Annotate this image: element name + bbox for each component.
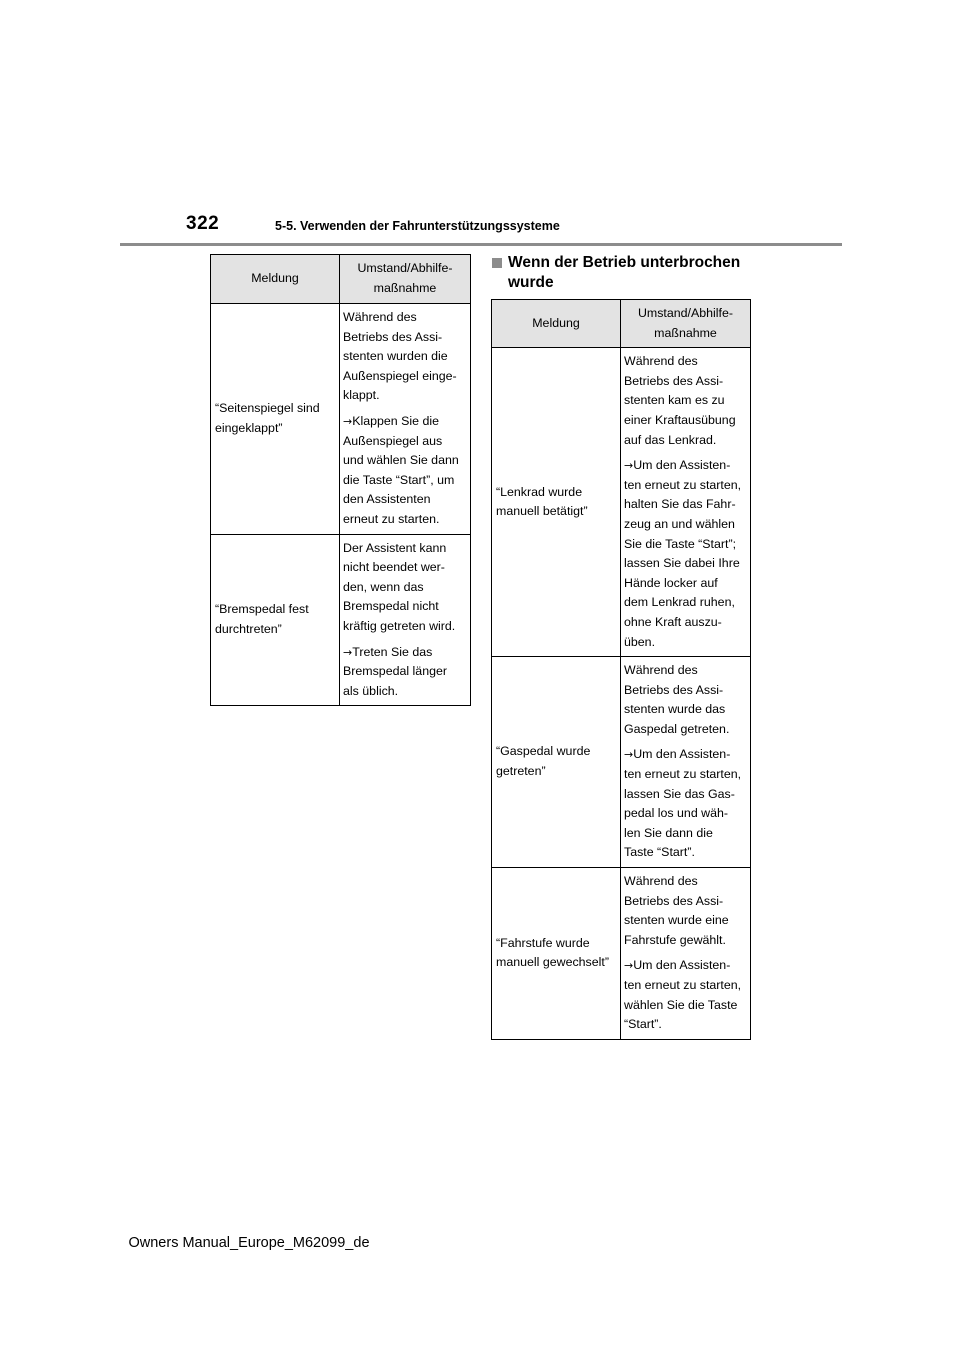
square-bullet-icon: [492, 258, 502, 268]
action-text: →Um den Assisten- ten erneut zu starten, halten Sie das Fahr- zeug an und wählen Sie die Taste “Start”; lassen Sie dabei Ihre Hände locker auf dem Lenkrad ruhen, ohne Kraft auszu- üben.: [624, 458, 742, 649]
message-cell: [211, 304, 340, 535]
message-cell: [492, 657, 621, 868]
table-header-row: [211, 255, 471, 304]
section-heading-text: Wenn der Betrieb unterbrochen wurde: [508, 254, 741, 291]
action-text: →Treten Sie das Bremspedal länger als üblich.: [343, 644, 448, 698]
table-row: [211, 304, 471, 535]
circumstance-cell: [621, 868, 751, 1040]
col-header-meldung: Meldung: [492, 300, 621, 348]
arrow-icon: →: [624, 959, 634, 973]
col-header-meldung: Meldung: [211, 255, 340, 304]
circumstance-text: Während des Betriebs des Assi- stenten kam es zu einer Kraftausübung auf das Lenkrad.: [624, 354, 736, 447]
table-row: [211, 534, 471, 706]
circumstance-cell: [621, 348, 751, 657]
table-header-row: [492, 300, 751, 348]
right-message-table: [491, 299, 751, 1040]
circumstance-cell: [621, 657, 751, 868]
table-row: [492, 868, 751, 1040]
action-text: →Klappen Sie die Außenspiegel aus und wählen Sie dann die Taste “Start”, um den Assistenten erneut zu starten.: [343, 413, 459, 526]
col-header-umstand: Umstand/Abhilfe- maßnahme: [621, 300, 751, 348]
message-text: “Fahrstufe wurde manuell gewechselt”: [496, 935, 609, 970]
message-cell: [492, 868, 621, 1040]
message-cell: [211, 534, 340, 706]
circumstance-text: Der Assistent kann nicht beendet wer- den, wenn das Bremspedal nicht kräftig getreten wird.: [343, 540, 456, 633]
circumstance-text: Während des Betriebs des Assi- stenten wurde eine Fahrstufe gewählt.: [624, 874, 729, 947]
circumstance-cell: [340, 534, 471, 706]
arrow-icon: →: [624, 459, 634, 473]
action-text: →Um den Assisten- ten erneut zu starten, wählen Sie die Taste “Start”.: [624, 958, 742, 1032]
circumstance-text: Während des Betriebs des Assi- stenten wurden die Außenspiegel einge- klappt.: [343, 310, 457, 403]
left-message-table: [210, 254, 471, 706]
action-text: →Um den Assisten- ten erneut zu starten, lassen Sie das Gas- pedal los und wäh- len Sie dann die Taste “Start”.: [624, 747, 742, 860]
section-title: 5-5. Verwenden der Fahrunterstützungssysteme: [275, 219, 560, 233]
header-divider: [120, 243, 842, 246]
table-row: [492, 657, 751, 868]
arrow-icon: →: [343, 645, 353, 659]
message-text: “Gaspedal wurde getreten”: [496, 744, 591, 779]
message-text: “Bremspedal fest durchtreten”: [215, 602, 309, 636]
arrow-icon: →: [343, 414, 353, 428]
arrow-icon: →: [624, 748, 634, 762]
message-cell: [492, 348, 621, 657]
message-text: “Seitenspiegel sind eingeklappt”: [215, 401, 320, 435]
message-text: “Lenkrad wurde manuell betätigt”: [496, 484, 588, 519]
table-row: [492, 348, 751, 657]
footer-document-id: Owners Manual_Europe_M62099_de: [128, 1235, 370, 1251]
circumstance-cell: [340, 304, 471, 535]
page-number: 322: [186, 213, 220, 234]
col-header-umstand: Umstand/Abhilfe- maßnahme: [340, 255, 471, 304]
section-heading: [492, 253, 762, 293]
circumstance-text: Während des Betriebs des Assi- stenten wurde das Gaspedal getreten.: [624, 663, 730, 736]
